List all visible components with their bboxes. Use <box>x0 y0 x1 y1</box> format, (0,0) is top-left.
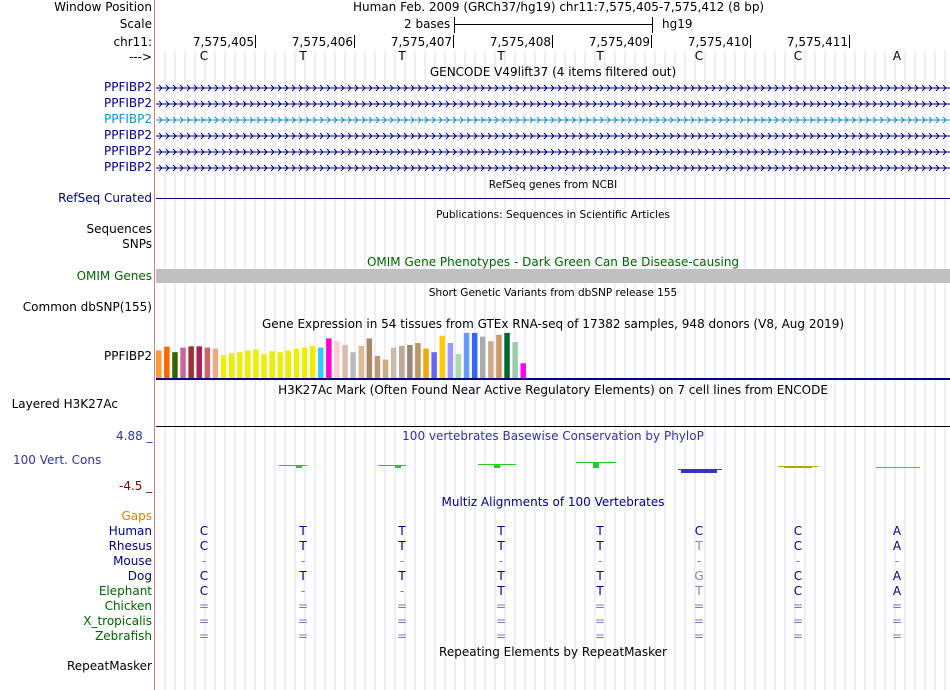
alignment-base: C <box>793 524 803 538</box>
strand-label: ---> <box>128 50 152 64</box>
gtex-tissue-bar[interactable] <box>294 349 300 378</box>
alignment-base: T <box>299 569 307 583</box>
phylop-mark-4-peak <box>593 462 599 468</box>
gtex-tissue-bar[interactable] <box>221 355 227 378</box>
phylop-mark-2-peak <box>395 465 401 468</box>
publications-sequences-label[interactable]: Sequences <box>86 222 152 236</box>
alignment-base: T <box>596 584 604 598</box>
alignment-base: - <box>399 554 405 568</box>
species-label[interactable]: Rhesus <box>108 539 152 553</box>
gencode-item-label[interactable]: PPFIBP2 <box>103 96 152 110</box>
alignment-base: T <box>398 539 406 553</box>
reference-base: T <box>596 49 604 63</box>
ruler-tick <box>354 35 355 48</box>
gtex-tissue-bar[interactable] <box>456 354 462 378</box>
phylop-mark-2 <box>378 465 406 466</box>
gencode-transcript[interactable] <box>156 83 950 93</box>
gtex-tissue-bar[interactable] <box>431 352 437 378</box>
alignment-base: A <box>892 524 902 538</box>
alignment-base: T <box>398 569 406 583</box>
omim-label[interactable]: OMIM Genes <box>76 269 152 283</box>
multiz-gaps-label[interactable]: Gaps <box>121 509 152 523</box>
phylop-graph[interactable] <box>156 456 950 478</box>
alignment-base: C <box>694 524 704 538</box>
publications-snps-label[interactable]: SNPs <box>122 237 152 251</box>
gtex-tissue-bar[interactable] <box>310 346 316 378</box>
alignment-base: - <box>300 554 306 568</box>
alignment-base: = <box>594 614 606 628</box>
ruler-position-label: 7,575,411 <box>786 35 848 49</box>
alignment-base: = <box>198 614 210 628</box>
phylop-label[interactable]: 100 Vert. Cons <box>13 453 102 467</box>
gencode-transcript[interactable] <box>156 147 950 157</box>
alignment-base: T <box>596 569 604 583</box>
phylop-max-label: 4.88 _ <box>116 429 153 443</box>
phylop-mark-5-body <box>681 469 717 473</box>
gtex-tissue-bar[interactable] <box>359 346 365 378</box>
species-label[interactable]: Mouse <box>113 554 152 568</box>
alignment-base: = <box>891 614 903 628</box>
alignment-base: A <box>892 539 902 553</box>
alignment-base: C <box>199 584 209 598</box>
gencode-item-label[interactable]: PPFIBP2 <box>103 160 152 174</box>
assembly-label: hg19 <box>662 17 693 31</box>
reference-base: T <box>497 49 505 63</box>
repeatmasker-label[interactable]: RepeatMasker <box>66 659 152 673</box>
alignment-base: = <box>594 629 606 643</box>
ruler-tick <box>849 35 850 48</box>
gtex-tissue-bar[interactable] <box>229 353 235 378</box>
phylop-track-title: 100 vertebrates Basewise Conservation by PhyloP <box>402 429 704 443</box>
phylop-mark-7 <box>876 467 920 468</box>
gtex-tissue-bar[interactable] <box>496 335 502 378</box>
gtex-tissue-bar[interactable] <box>302 348 308 378</box>
gtex-tissue-bar[interactable] <box>334 341 340 378</box>
alignment-base: = <box>396 629 408 643</box>
omim-track-title: OMIM Gene Phenotypes - Dark Green Can Be Disease-causing <box>366 255 740 269</box>
scale-label: Scale <box>119 17 152 31</box>
alignment-base: T <box>695 584 703 598</box>
gencode-item-label[interactable]: PPFIBP2 <box>103 128 152 142</box>
phylop-mark-1-peak <box>296 465 302 468</box>
gtex-tissue-bar[interactable] <box>399 346 405 378</box>
publications-track-title: Publications: Sequences in Scientific Articles <box>436 209 670 221</box>
gencode-transcript[interactable] <box>156 131 950 141</box>
position-title: Human Feb. 2009 (GRCh37/hg19) chr11:7,575,405-7,575,412 (8 bp) <box>353 0 765 14</box>
alignment-base: = <box>297 614 309 628</box>
gencode-item-label[interactable]: PPFIBP2 <box>103 144 152 158</box>
ruler-tick <box>453 35 454 48</box>
alignment-base: - <box>795 554 801 568</box>
reference-base: T <box>299 49 307 63</box>
species-label[interactable]: X_tropicalis <box>83 614 152 628</box>
alignment-base: T <box>695 539 703 553</box>
gtex-tissue-bar[interactable] <box>205 348 211 378</box>
gtex-tissue-bar[interactable] <box>521 363 527 378</box>
species-label[interactable]: Zebrafish <box>95 629 152 643</box>
phylop-mark-3-peak <box>494 464 500 468</box>
multiz-track-title: Multiz Alignments of 100 Vertebrates <box>441 495 665 509</box>
alignment-base: = <box>396 599 408 613</box>
phylop-min-label: -4.5 _ <box>119 479 153 493</box>
reference-base: A <box>892 49 902 63</box>
gtex-track-title: Gene Expression in 54 tissues from GTEx RNA-seq of 17382 samples, 948 donors (V8, Aug 2019) <box>261 317 845 331</box>
alignment-base: A <box>892 584 902 598</box>
alignment-base: = <box>792 599 804 613</box>
gtex-tissue-bar[interactable] <box>286 350 292 378</box>
scale-bar <box>454 24 652 25</box>
gtex-tissue-bar[interactable] <box>261 354 267 378</box>
alignment-base: = <box>495 599 507 613</box>
alignment-base: - <box>300 584 306 598</box>
gtex-tissue-bar[interactable] <box>350 352 356 378</box>
alignment-base: T <box>497 539 505 553</box>
alignment-base: = <box>792 629 804 643</box>
alignment-base: = <box>396 614 408 628</box>
alignment-base: = <box>198 629 210 643</box>
alignment-base: T <box>497 524 505 538</box>
gtex-tissue-bar[interactable] <box>164 347 170 378</box>
gtex-tissue-bar[interactable] <box>423 349 429 378</box>
gencode-transcript[interactable] <box>156 99 950 109</box>
gtex-tissue-bar[interactable] <box>391 348 397 378</box>
ruler-position-label: 7,575,405 <box>192 35 254 49</box>
gencode-transcript[interactable] <box>156 163 950 173</box>
scale-bar-right-tick <box>652 17 653 33</box>
alignment-base: T <box>398 524 406 538</box>
scale-text: 2 bases <box>404 17 451 31</box>
window-position-label: Window Position <box>54 0 152 14</box>
species-label[interactable]: Chicken <box>104 599 152 613</box>
gtex-tissue-bar[interactable] <box>197 346 203 378</box>
alignment-base: C <box>793 584 803 598</box>
ruler-tick <box>750 35 751 48</box>
reference-base: T <box>398 49 406 63</box>
gencode-item-label[interactable]: PPFIBP2 <box>103 80 152 94</box>
gtex-tissue-bar[interactable] <box>488 341 494 378</box>
alignment-base: T <box>299 539 307 553</box>
gtex-bar-graph[interactable] <box>156 332 536 378</box>
alignment-base: T <box>299 524 307 538</box>
dbsnp-track-title: Short Genetic Variants from dbSNP release 155 <box>428 287 678 299</box>
alignment-base: T <box>497 569 505 583</box>
ruler-position-label: 7,575,408 <box>489 35 551 49</box>
reference-base: C <box>199 49 209 63</box>
gtex-tissue-bar[interactable] <box>407 345 413 378</box>
gtex-tissue-bar[interactable] <box>253 350 259 379</box>
gtex-tissue-bar[interactable] <box>512 342 518 378</box>
alignment-base: = <box>693 629 705 643</box>
phylop-mark-6-body <box>784 466 812 468</box>
gtex-tissue-bar[interactable] <box>245 350 251 378</box>
alignment-base: = <box>297 629 309 643</box>
refseq-label[interactable]: RefSeq Curated <box>58 191 152 205</box>
label-column-border <box>154 0 155 690</box>
gtex-tissue-bar[interactable] <box>504 333 510 378</box>
gtex-tissue-bar[interactable] <box>318 348 324 378</box>
gtex-tissue-bar[interactable] <box>472 333 478 378</box>
refseq-feature-line[interactable] <box>156 198 950 199</box>
gencode-transcript[interactable] <box>156 115 950 125</box>
alignment-base: T <box>596 539 604 553</box>
gtex-tissue-bar[interactable] <box>480 337 486 378</box>
gtex-tissue-bar[interactable] <box>375 356 381 378</box>
gtex-tissue-bar[interactable] <box>156 350 162 378</box>
ruler-position-label: 7,575,407 <box>390 35 452 49</box>
alignment-base: = <box>594 599 606 613</box>
h3k27ac-baseline <box>156 426 950 427</box>
alignment-base: - <box>399 584 405 598</box>
gtex-tissue-bar[interactable] <box>440 336 446 378</box>
h3k27ac-label[interactable]: Layered H3K27Ac <box>11 397 118 411</box>
reference-base: C <box>793 49 803 63</box>
gtex-tissue-bar[interactable] <box>367 338 373 378</box>
alignment-base: = <box>693 614 705 628</box>
h3k27ac-track-title: H3K27Ac Mark (Often Found Near Active Regulatory Elements) on 7 cell lines from ENCODE <box>278 383 828 397</box>
alignment-base: = <box>495 629 507 643</box>
alignment-base: G <box>694 569 704 583</box>
gtex-tissue-bar[interactable] <box>464 333 470 378</box>
alignment-base: - <box>201 554 207 568</box>
gtex-tissue-bar[interactable] <box>342 345 348 378</box>
alignment-base: C <box>199 539 209 553</box>
gencode-track-title: GENCODE V49lift37 (4 items filtered out) <box>429 65 677 79</box>
alignment-base: = <box>891 599 903 613</box>
gtex-label[interactable]: PPFIBP2 <box>103 349 152 363</box>
species-label[interactable]: Dog <box>127 569 152 583</box>
alignment-base: = <box>891 629 903 643</box>
gtex-tissue-bar[interactable] <box>448 343 454 378</box>
species-label[interactable]: Human <box>108 524 152 538</box>
ruler-position-label: 7,575,410 <box>687 35 749 49</box>
omim-feature-bar[interactable] <box>156 269 950 283</box>
gtex-tissue-bar[interactable] <box>213 349 219 378</box>
alignment-base: = <box>792 614 804 628</box>
alignment-base: T <box>497 584 505 598</box>
gtex-tissue-bar[interactable] <box>180 348 186 378</box>
phylop-mark-1 <box>279 465 307 466</box>
gtex-track-bottom-line <box>156 378 950 380</box>
alignment-base: = <box>693 599 705 613</box>
alignment-base: A <box>892 569 902 583</box>
reference-base: C <box>694 49 704 63</box>
ruler-tick <box>552 35 553 48</box>
ruler-position-label: 7,575,406 <box>291 35 353 49</box>
alignment-base: - <box>597 554 603 568</box>
alignment-base: C <box>199 524 209 538</box>
gtex-tissue-bar[interactable] <box>188 346 194 378</box>
gtex-tissue-bar[interactable] <box>383 360 389 378</box>
gtex-tissue-bar[interactable] <box>326 338 332 378</box>
alignment-base: - <box>894 554 900 568</box>
gtex-tissue-bar[interactable] <box>278 352 284 378</box>
alignment-base: - <box>696 554 702 568</box>
alignment-base: T <box>596 524 604 538</box>
gencode-item-label[interactable]: PPFIBP2 <box>103 112 152 126</box>
repeatmasker-track-title: Repeating Elements by RepeatMasker <box>439 645 667 659</box>
alignment-base: C <box>793 539 803 553</box>
gtex-tissue-bar[interactable] <box>269 351 275 378</box>
ruler-position-label: 7,575,409 <box>588 35 650 49</box>
gtex-tissue-bar[interactable] <box>415 343 421 378</box>
gtex-tissue-bar[interactable] <box>172 352 178 378</box>
alignment-base: - <box>498 554 504 568</box>
alignment-base: = <box>198 599 210 613</box>
alignment-base: C <box>793 569 803 583</box>
species-label[interactable]: Elephant <box>98 584 152 598</box>
scale-bar-left-tick <box>454 17 455 33</box>
ruler-tick <box>651 35 652 48</box>
refseq-track-title: RefSeq genes from NCBI <box>488 179 618 191</box>
alignment-base: C <box>199 569 209 583</box>
chrom-label: chr11: <box>113 35 152 49</box>
ruler-tick <box>255 35 256 48</box>
alignment-base: = <box>297 599 309 613</box>
gtex-tissue-bar[interactable] <box>237 352 243 378</box>
dbsnp-label[interactable]: Common dbSNP(155) <box>22 300 152 314</box>
alignment-base: = <box>495 614 507 628</box>
